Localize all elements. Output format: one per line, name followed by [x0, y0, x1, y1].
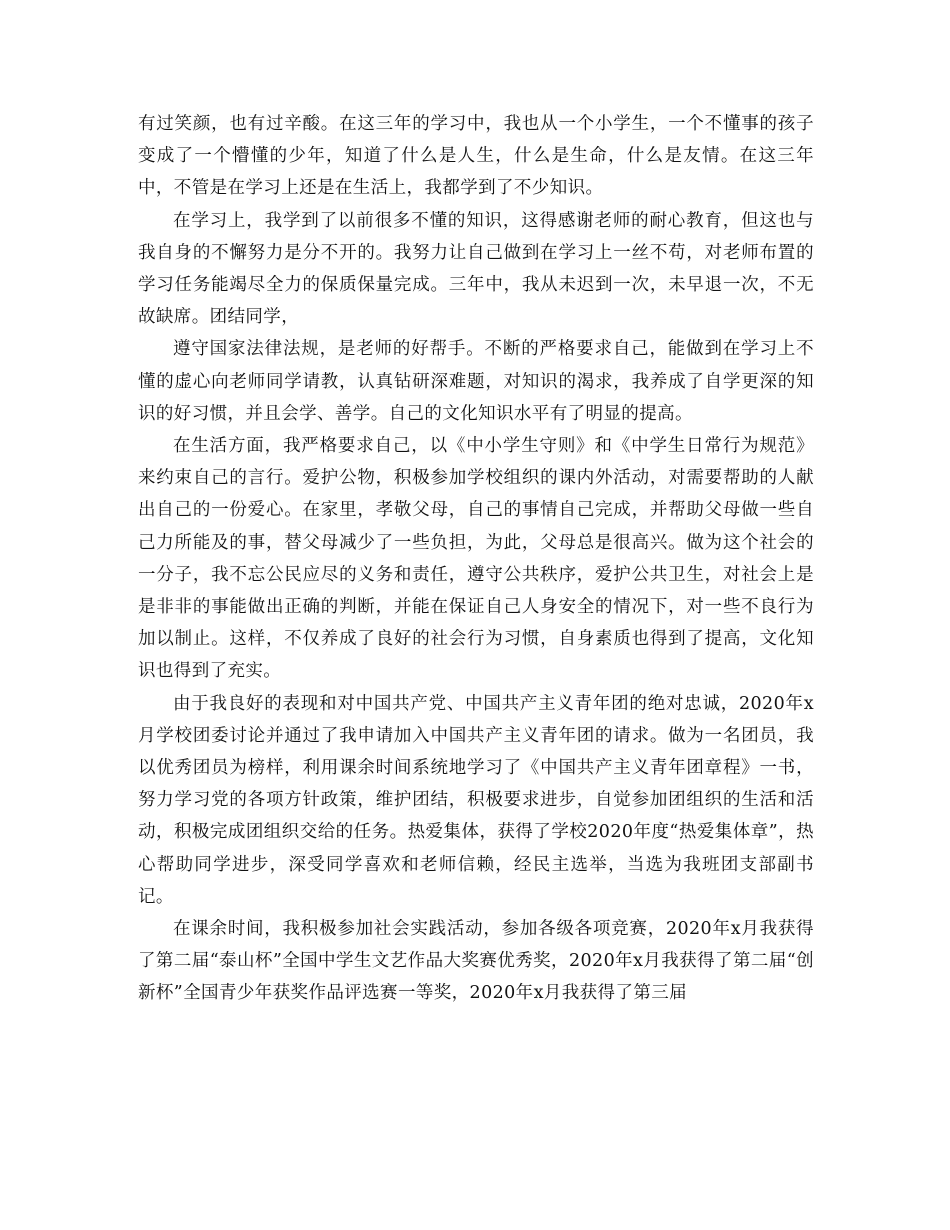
paragraph-3: 遵守国家法律法规，是老师的好帮手。不断的严格要求自己，能做到在学习上不懂的虚心向老师同学请教，认真钻研深难题，对知识的渴求，我养成了自学更深的知识的好习惯，并且会学、善学。自己的文化知识水平有了明显的提高。 [138, 339, 814, 424]
paragraph-1: 有过笑颜，也有过辛酸。在这三年的学习中，我也从一个小学生，一个不懂事的孩子变成了一个懵懂的少年，知道了什么是人生，什么是生命，什么是友情。在这三年中，不管是在学习上还是在生活上，我都学到了不少知识。 [138, 114, 814, 199]
paragraph-5: 由于我良好的表现和对中国共产党、中国共产主义青年团的绝对忠诚，2020年x月学校团委讨论并通过了我申请加入中国共产主义青年团的请求。做为一名团员，我以优秀团员为榜样，利用课余时间系统地学习了《中国共产主义青年团章程》一书，努力学习党的各项方针政策，维护团结，积极要求进步，自觉参加团组织的生活和活动，积极完成团组织交给的任务。热爱集体，获得了学校2020年度“热爱集体章”，热心帮助同学进步，深受同学喜欢和老师信赖，经民主选举，当选为我班团支部副书记。 [138, 693, 814, 907]
paragraph-4: 在生活方面，我严格要求自己，以《中小学生守则》和《中学生日常行为规范》来约束自己的言行。爱护公物，积极参加学校组织的课内外活动，对需要帮助的人献出自己的一份爱心。在家里，孝敬父母，自己的事情自己完成，并帮助父母做一些自己力所能及的事，替父母减少了一些负担，为此，父母总是很高兴。做为这个社会的一分子，我不忘公民应尽的义务和责任，遵守公共秩序，爱护公共卫生，对社会上是是非非的事能做出正确的判断，并能在保证自己人身安全的情况下，对一些不良行为加以制止。这样，不仅养成了良好的社会行为习惯，自身素质也得到了提高，文化知识也得到了充实。 [138, 436, 814, 682]
paragraph-2: 在学习上，我学到了以前很多不懂的知识，这得感谢老师的耐心教育，但这也与我自身的不懈努力是分不开的。我努力让自己做到在学习上一丝不苟，对老师布置的学习任务能竭尽全力的保质保量完成。三年中，我从未迟到一次，未早退一次，不无故缺席。团结同学， [138, 210, 814, 328]
document-page [138, 108, 814, 1010]
paragraph-6: 在课余时间，我积极参加社会实践活动，参加各级各项竞赛，2020年x月我获得了第二届“泰山杯”全国中学生文艺作品大奖赛优秀奖，2020年x月我获得了第二届“创新杯”全国青少年获奖作品评选赛一等奖，2020年x月我获得了第三届 [138, 919, 814, 1004]
